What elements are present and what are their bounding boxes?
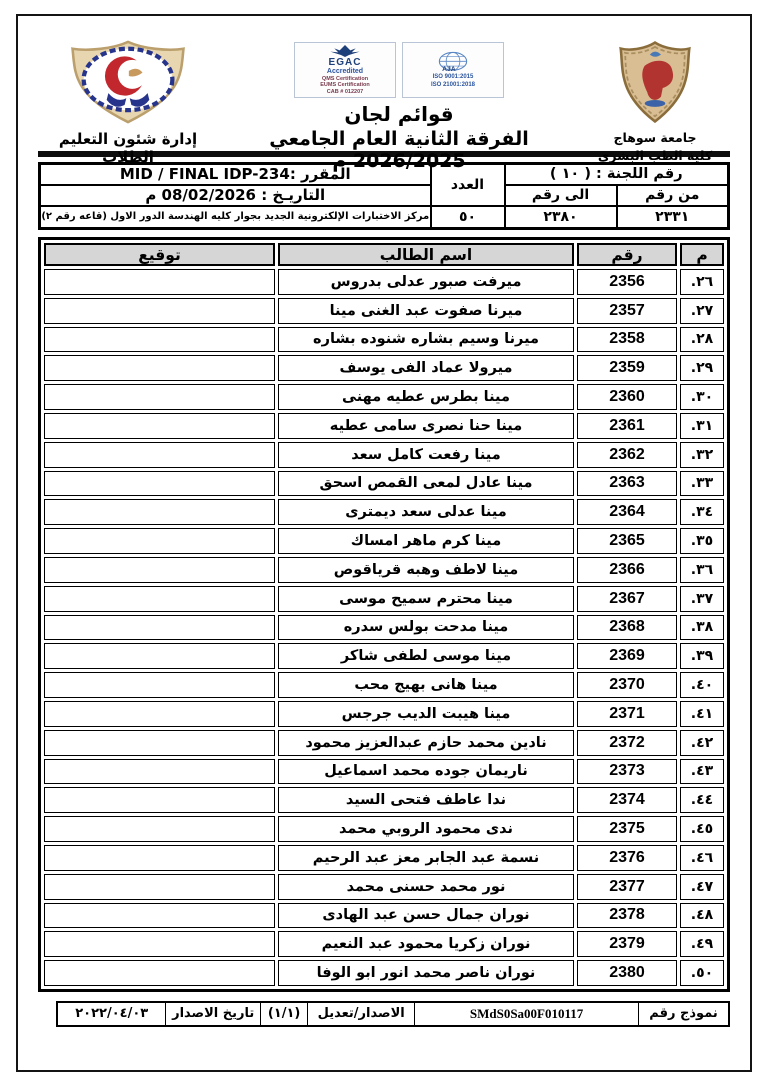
- student-code-cell: 2376: [577, 845, 677, 871]
- serial-cell: ٣٦.: [680, 557, 724, 583]
- faculty-name: كلية الطب البشرى: [597, 148, 713, 164]
- egac-accreditation-icon: EGAC Accredited QMS Certification EUMS Certification CAB # 012207: [294, 42, 396, 98]
- student-code-cell: 2363: [577, 471, 677, 497]
- student-name-cell: مينا موسى لطفى شاكر: [278, 643, 574, 669]
- student-code-cell: 2375: [577, 816, 677, 842]
- admin-block: [38, 40, 218, 166]
- serial-cell: ٤٢.: [680, 730, 724, 756]
- student-code-cell: 2357: [577, 298, 677, 324]
- student-code-cell: 2372: [577, 730, 677, 756]
- student-row: [44, 759, 724, 785]
- page-title: قوائم لجان: [344, 102, 454, 126]
- page-subtitle: الفرقة الثانية العام الجامعي 2026/2025 م: [269, 128, 529, 172]
- signature-cell: [44, 816, 275, 842]
- form-number-value: SMdS0Sa00F010117: [415, 1002, 639, 1026]
- signature-cell: [44, 269, 275, 295]
- student-code-cell: 2370: [577, 672, 677, 698]
- student-name-cell: ميرولا عماد الفى يوسف: [278, 355, 574, 381]
- count-value: ٥٠: [431, 206, 505, 229]
- serial-cell: ٤٤.: [680, 787, 724, 813]
- exam-location: مركز الاختبارات الإلكترونية الجديد بجوار كليه الهندسة الدور الاول (قاعه رقم ٢): [40, 206, 431, 229]
- student-name-cell: ميرفت صبور عدلى بدروس: [278, 269, 574, 295]
- issue-value: (١/١): [260, 1002, 307, 1026]
- serial-cell: ٤٨.: [680, 903, 724, 929]
- signature-cell: [44, 413, 275, 439]
- signature-cell: [44, 384, 275, 410]
- student-name-cell: نسمة عبد الجابر معز عبد الرحيم: [278, 845, 574, 871]
- serial-cell: ٣٧.: [680, 586, 724, 612]
- name-column-header: اسم الطالب: [278, 243, 574, 266]
- student-name-cell: مينا لاطف وهبه قرياقوص: [278, 557, 574, 583]
- serial-cell: ٤٠.: [680, 672, 724, 698]
- student-row: [44, 327, 724, 353]
- student-name-cell: مينا رفعت كامل سعد: [278, 442, 574, 468]
- serial-cell: ٣٩.: [680, 643, 724, 669]
- student-code-cell: 2374: [577, 787, 677, 813]
- form-footer-table: [56, 1001, 730, 1027]
- student-name-cell: نوران ناصر محمد انور ابو الوفا: [278, 960, 574, 986]
- student-name-cell: مينا عدلى سعد ديمترى: [278, 499, 574, 525]
- student-name-cell: ندى محمود الروبي محمد: [278, 816, 574, 842]
- signature-cell: [44, 903, 275, 929]
- student-row: [44, 643, 724, 669]
- signature-cell: [44, 355, 275, 381]
- serial-cell: ٣٨.: [680, 615, 724, 641]
- student-code-cell: 2359: [577, 355, 677, 381]
- signature-column-header: توقيع: [44, 243, 275, 266]
- code-column-header: رقم: [577, 243, 677, 266]
- committee-number: رقم اللجنة : ( ١٠ ): [505, 164, 729, 185]
- student-code-cell: 2371: [577, 701, 677, 727]
- signature-cell: [44, 759, 275, 785]
- signature-cell: [44, 787, 275, 813]
- accreditation-logos: [218, 42, 580, 98]
- student-name-cell: مينا مدحت بولس سدره: [278, 615, 574, 641]
- serial-cell: ٤٩.: [680, 931, 724, 957]
- serial-cell: ٢٩.: [680, 355, 724, 381]
- student-row: [44, 931, 724, 957]
- exam-date: التاريـخ : 08/02/2026 م: [40, 185, 431, 206]
- student-name-cell: نوران زكريا محمود عبد النعيم: [278, 931, 574, 957]
- signature-cell: [44, 615, 275, 641]
- student-row: [44, 499, 724, 525]
- serial-cell: ٢٧.: [680, 298, 724, 324]
- course-name: المقرر :MID / FINAL IDP-234: [40, 164, 431, 185]
- signature-cell: [44, 960, 275, 986]
- exam-info-table: [38, 162, 730, 230]
- student-code-cell: 2365: [577, 528, 677, 554]
- student-row: [44, 701, 724, 727]
- student-code-cell: 2373: [577, 759, 677, 785]
- student-code-cell: 2380: [577, 960, 677, 986]
- signature-cell: [44, 730, 275, 756]
- student-name-cell: مينا محترم سميح موسى: [278, 586, 574, 612]
- serial-cell: ٣٥.: [680, 528, 724, 554]
- document-header: [38, 40, 730, 172]
- student-row: [44, 557, 724, 583]
- student-name-cell: مينا هانى بهيج محب: [278, 672, 574, 698]
- form-number-label: نموذج رقم: [639, 1002, 729, 1026]
- student-row: [44, 874, 724, 900]
- serial-cell: ٤٦.: [680, 845, 724, 871]
- student-row: [44, 442, 724, 468]
- student-code-cell: 2378: [577, 903, 677, 929]
- signature-cell: [44, 586, 275, 612]
- signature-cell: [44, 845, 275, 871]
- page-border-frame: [16, 14, 752, 1072]
- serial-cell: ٣١.: [680, 413, 724, 439]
- student-row: [44, 384, 724, 410]
- student-code-cell: 2360: [577, 384, 677, 410]
- student-code-cell: 2366: [577, 557, 677, 583]
- student-name-cell: مينا حنا نصرى سامى عطيه: [278, 413, 574, 439]
- from-number-value: ٢٣٣١: [617, 206, 729, 229]
- student-code-cell: 2356: [577, 269, 677, 295]
- aja-iso-accreditation-icon: AJA ISO 9001:2015 ISO 21001:2018: [402, 42, 504, 98]
- serial-cell: ٤٧.: [680, 874, 724, 900]
- student-row: [44, 355, 724, 381]
- serial-cell: ٣٣.: [680, 471, 724, 497]
- serial-cell: ٣٤.: [680, 499, 724, 525]
- signature-cell: [44, 442, 275, 468]
- serial-cell: ٤٣.: [680, 759, 724, 785]
- table-header-row: [44, 243, 724, 266]
- student-code-cell: 2379: [577, 931, 677, 957]
- student-code-cell: 2364: [577, 499, 677, 525]
- to-number-value: ٢٣٨٠: [505, 206, 617, 229]
- from-number-label: من رقم: [617, 185, 729, 206]
- student-row: [44, 298, 724, 324]
- signature-cell: [44, 471, 275, 497]
- student-code-cell: 2369: [577, 643, 677, 669]
- student-name-cell: ميرنا صفوت عبد الغنى مينا: [278, 298, 574, 324]
- student-name-cell: نادين محمد حازم عبدالعزيز محمود: [278, 730, 574, 756]
- student-code-cell: 2358: [577, 327, 677, 353]
- student-affairs-logo-icon: [64, 109, 192, 128]
- to-number-label: الى رقم: [505, 185, 617, 206]
- serial-column-header: م: [680, 243, 724, 266]
- student-name-cell: ناريمان جوده محمد اسماعيل: [278, 759, 574, 785]
- signature-cell: [44, 528, 275, 554]
- serial-cell: ٣٢.: [680, 442, 724, 468]
- student-code-cell: 2362: [577, 442, 677, 468]
- student-name-cell: مينا عادل لمعى القمص اسحق: [278, 471, 574, 497]
- student-row: [44, 960, 724, 986]
- student-row: [44, 903, 724, 929]
- student-name-cell: ندا عاطف فتحى السيد: [278, 787, 574, 813]
- student-name-cell: نوران جمال حسن عبد الهادى: [278, 903, 574, 929]
- serial-cell: ٢٨.: [680, 327, 724, 353]
- student-row: [44, 730, 724, 756]
- student-code-cell: 2368: [577, 615, 677, 641]
- signature-cell: [44, 672, 275, 698]
- signature-cell: [44, 557, 275, 583]
- student-row: [44, 845, 724, 871]
- university-logo-icon: [612, 109, 698, 128]
- student-row: [44, 586, 724, 612]
- signature-cell: [44, 931, 275, 957]
- student-row: [44, 528, 724, 554]
- student-name-cell: مينا بطرس عطيه مهنى: [278, 384, 574, 410]
- student-name-cell: مينا كرم ماهر امساك: [278, 528, 574, 554]
- count-label: العدد: [431, 164, 505, 206]
- student-name-cell: مينا هيبت الديب جرجس: [278, 701, 574, 727]
- student-name-cell: ميرنا وسيم بشاره شنوده بشاره: [278, 327, 574, 353]
- issue-date-value: ٢٠٢٢/٠٤/٠٣: [57, 1002, 166, 1026]
- student-row: [44, 672, 724, 698]
- student-row: [44, 471, 724, 497]
- student-row: [44, 816, 724, 842]
- student-row: [44, 615, 724, 641]
- admin-name: إدارة شئون التعليم الطلاب: [58, 130, 198, 166]
- student-name-cell: نور محمد حسنى محمد: [278, 874, 574, 900]
- serial-cell: ٤١.: [680, 701, 724, 727]
- signature-cell: [44, 499, 275, 525]
- signature-cell: [44, 643, 275, 669]
- issue-label: الاصدار/تعديل: [308, 1002, 415, 1026]
- student-code-cell: 2361: [577, 413, 677, 439]
- serial-cell: ٢٦.: [680, 269, 724, 295]
- student-row: [44, 413, 724, 439]
- signature-cell: [44, 298, 275, 324]
- university-name: جامعة سوهاج: [613, 130, 697, 145]
- student-row: [44, 269, 724, 295]
- student-code-cell: 2367: [577, 586, 677, 612]
- student-code-cell: 2377: [577, 874, 677, 900]
- serial-cell: ٣٠.: [680, 384, 724, 410]
- students-table: [38, 237, 730, 992]
- signature-cell: [44, 701, 275, 727]
- serial-cell: ٤٥.: [680, 816, 724, 842]
- header-center: [218, 40, 580, 172]
- students-table-body: [44, 269, 724, 986]
- university-block: [580, 40, 730, 165]
- student-row: [44, 787, 724, 813]
- issue-date-label: تاريخ الاصدار: [166, 1002, 261, 1026]
- signature-cell: [44, 327, 275, 353]
- signature-cell: [44, 874, 275, 900]
- serial-cell: ٥٠.: [680, 960, 724, 986]
- svg-text:AJA: AJA: [442, 65, 456, 73]
